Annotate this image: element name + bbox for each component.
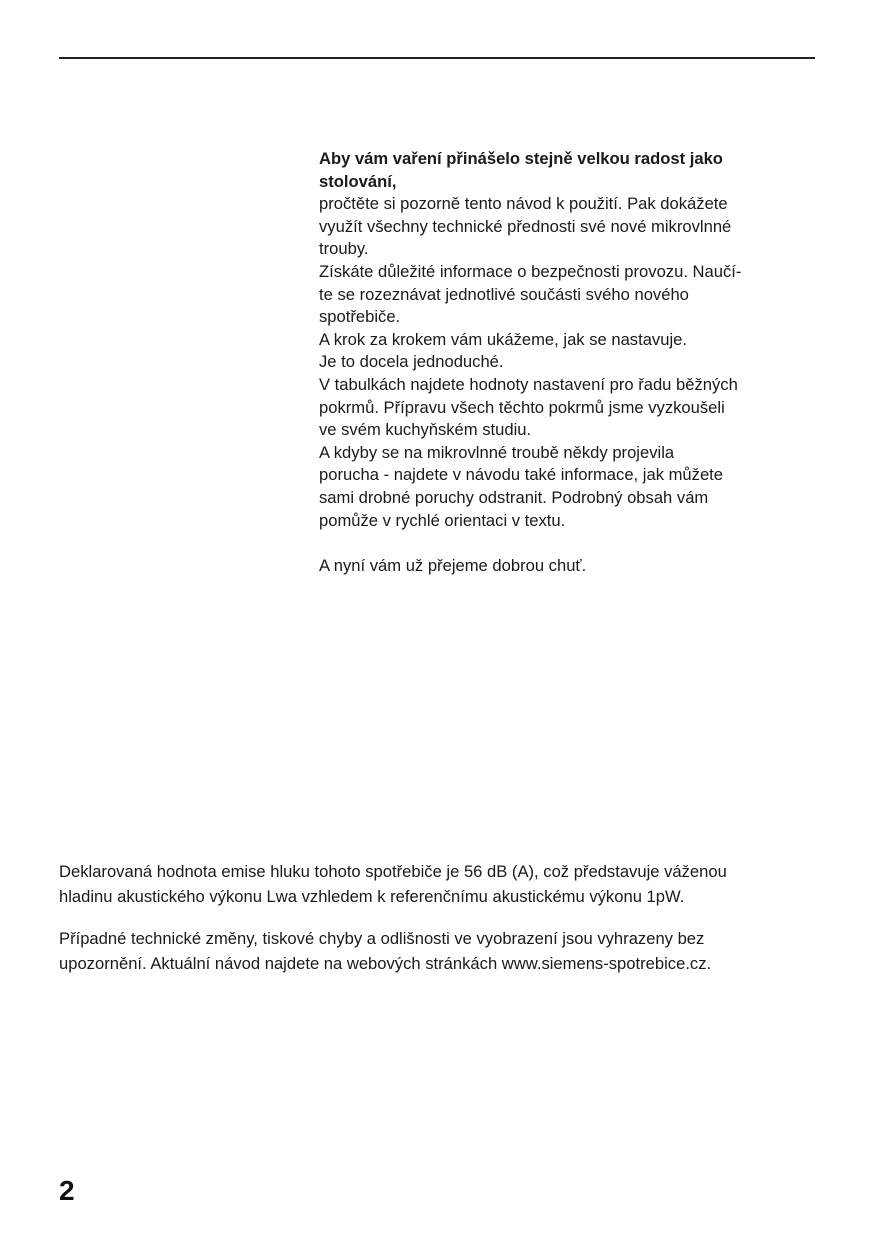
intro-body-line: pomůže v rychlé orientaci v textu.: [319, 510, 566, 530]
intro-body-line: sami drobné poruchy odstranit. Podrobný obsah vám: [319, 487, 709, 507]
intro-body-line: pročtěte si pozorně tento návod k použití. Pak dokážete: [319, 194, 728, 214]
header-rule: [59, 57, 815, 59]
notice-line: Případné technické změny, tiskové chyby a odlišnosti ve vyobrazení jsou vyhrazeny bez: [59, 929, 705, 948]
intro-body-line: V tabulkách najdete hodnoty nastavení pro řadu běžných: [319, 374, 738, 394]
intro-body-line: porucha - najdete v návodu také informace, jak můžete: [319, 465, 724, 485]
intro-body-line: ve svém kuchyňském studiu.: [319, 420, 532, 440]
intro-body-line: využít všechny technické přednosti své nové mikrovlnné: [319, 216, 732, 236]
notice-line: hladinu akustického výkonu Lwa vzhledem k referenčnímu akustickému výkonu 1pW.: [59, 887, 685, 906]
intro-body-line: te se rozeznávat jednotlivé součásti svého nového: [319, 284, 689, 304]
intro-heading-line: stolování,: [319, 171, 397, 191]
technical-changes-notice: [59, 926, 829, 976]
intro-body-line: Získáte důležité informace o bezpečnosti provozu. Naučí-: [319, 261, 742, 281]
page-number: 2: [59, 1175, 75, 1206]
intro-heading-line: Aby vám vaření přinášelo stejně velkou radost jako: [319, 149, 723, 168]
intro-body-line: trouby.: [319, 239, 369, 259]
intro-body-line: A kdyby se na mikrovlnné troubě někdy projevila: [319, 442, 675, 462]
notice-line: upozornění. Aktuální návod najdete na webových stránkách www.siemens-spotrebice.cz.: [59, 954, 712, 973]
intro-section: [319, 148, 819, 577]
intro-body-line: Je to docela jednoduché.: [319, 352, 504, 372]
intro-closing: A nyní vám už přejeme dobrou chuť.: [319, 555, 587, 575]
intro-body-line: A krok za krokem vám ukážeme, jak se nastavuje.: [319, 329, 687, 349]
notice-line: Deklarovaná hodnota emise hluku tohoto spotřebiče je 56 dB (A), což představuje váženou: [59, 862, 727, 881]
intro-body-line: spotřebiče.: [319, 307, 401, 327]
intro-body-line: pokrmů. Přípravu všech těchto pokrmů jsme vyzkoušeli: [319, 397, 725, 417]
noise-emission-notice: [59, 859, 829, 909]
